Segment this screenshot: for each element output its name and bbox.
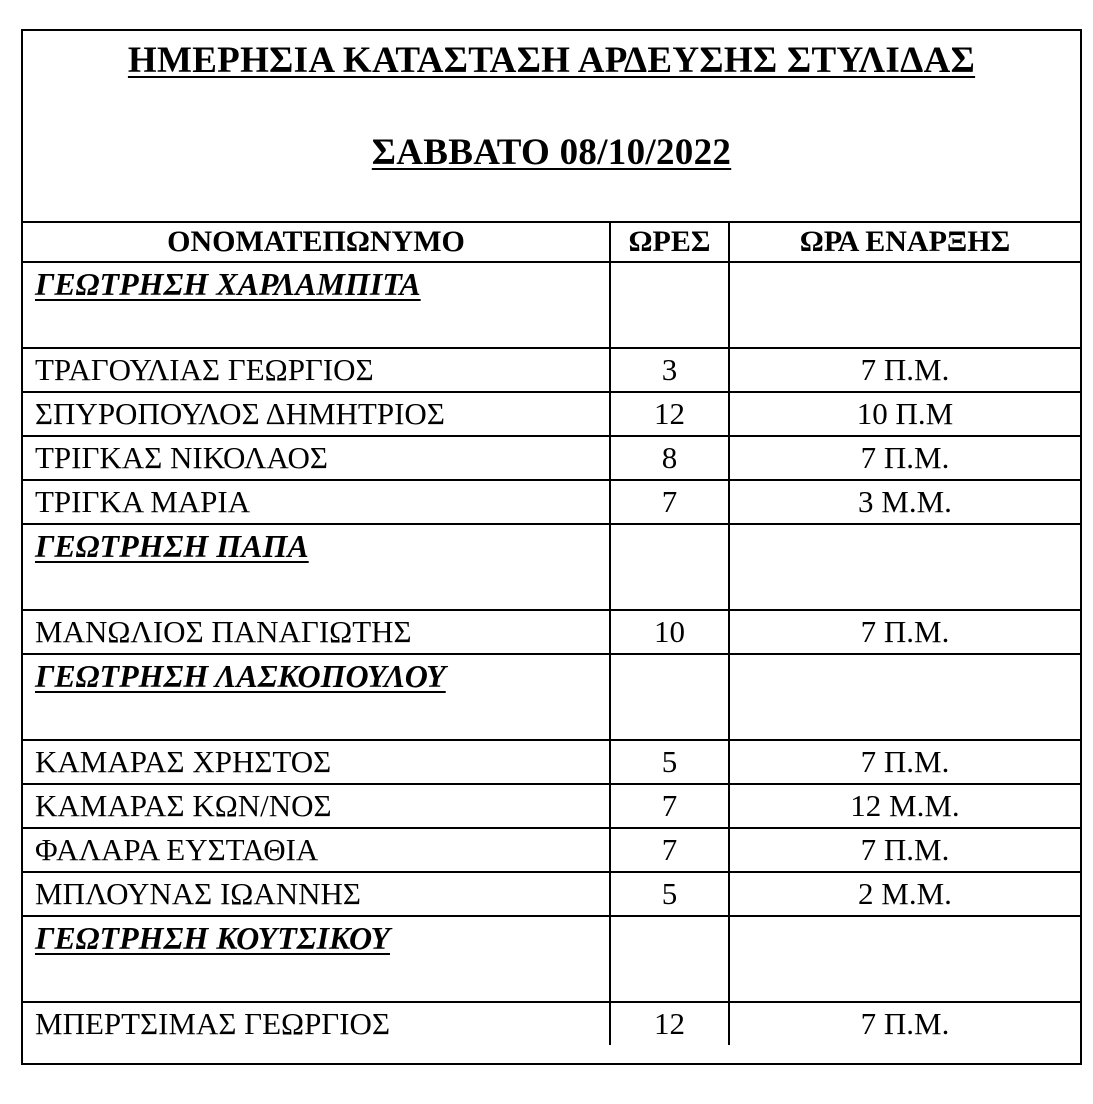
table-row bbox=[23, 872, 1080, 916]
hours-value: 10 bbox=[610, 610, 729, 654]
table-row bbox=[23, 1002, 1080, 1045]
person-name: ΜΑΝΩΛΙΟΣ ΠΑΝΑΓΙΩΤΗΣ bbox=[23, 610, 610, 654]
table-header-row bbox=[23, 223, 1080, 262]
hours-value: 7 bbox=[610, 480, 729, 524]
hours-value: 7 bbox=[610, 784, 729, 828]
irrigation-table bbox=[23, 223, 1080, 1045]
start-time-value: 12 Μ.Μ. bbox=[729, 784, 1080, 828]
start-time-value: 7 Π.Μ. bbox=[729, 740, 1080, 784]
person-name: ΤΡΙΓΚΑΣ ΝΙΚΟΛΑΟΣ bbox=[23, 436, 610, 480]
section-empty-cell bbox=[729, 262, 1080, 348]
document-title: ΗΜΕΡΗΣΙΑ ΚΑΤΑΣΤΑΣΗ ΑΡΔΕΥΣΗΣ ΣΤΥΛΙΔΑΣ bbox=[127, 40, 976, 81]
table-row bbox=[23, 480, 1080, 524]
person-name: ΚΑΜΑΡΑΣ ΧΡΗΣΤΟΣ bbox=[23, 740, 610, 784]
start-time-value: 3 Μ.Μ. bbox=[729, 480, 1080, 524]
person-name: ΜΠΛΟΥΝΑΣ ΙΩΑΝΝΗΣ bbox=[23, 872, 610, 916]
table-row bbox=[23, 392, 1080, 436]
hours-value: 8 bbox=[610, 436, 729, 480]
table-row bbox=[23, 828, 1080, 872]
start-time-value: 7 Π.Μ. bbox=[729, 1002, 1080, 1045]
table-row bbox=[23, 348, 1080, 392]
section-empty-cell bbox=[610, 524, 729, 610]
table-row bbox=[23, 610, 1080, 654]
section-name: ΓΕΩΤΡΗΣΗ ΛΑΣΚΟΠΟΥΛΟΥ bbox=[23, 654, 610, 740]
document-header bbox=[23, 31, 1080, 223]
document-date: ΣΑΒΒΑΤΟ 08/10/2022 bbox=[371, 132, 732, 173]
person-name: ΣΠΥΡΟΠΟΥΛΟΣ ΔΗΜΗΤΡΙΟΣ bbox=[23, 392, 610, 436]
person-name: ΦΑΛΑΡΑ ΕΥΣΤΑΘΙΑ bbox=[23, 828, 610, 872]
section-empty-cell bbox=[729, 916, 1080, 1002]
section-row bbox=[23, 524, 1080, 610]
start-time-value: 7 Π.Μ. bbox=[729, 828, 1080, 872]
table-row bbox=[23, 784, 1080, 828]
column-header-hours: ΩΡΕΣ bbox=[610, 223, 729, 262]
hours-value: 12 bbox=[610, 392, 729, 436]
person-name: ΤΡΑΓΟΥΛΙΑΣ ΓΕΩΡΓΙΟΣ bbox=[23, 348, 610, 392]
section-empty-cell bbox=[729, 654, 1080, 740]
start-time-value: 2 Μ.Μ. bbox=[729, 872, 1080, 916]
person-name: ΜΠΕΡΤΣΙΜΑΣ ΓΕΩΡΓΙΟΣ bbox=[23, 1002, 610, 1045]
hours-value: 5 bbox=[610, 740, 729, 784]
section-name: ΓΕΩΤΡΗΣΗ ΧΑΡΛΑΜΠΙΤΑ bbox=[23, 262, 610, 348]
start-time-value: 7 Π.Μ. bbox=[729, 610, 1080, 654]
section-name: ΓΕΩΤΡΗΣΗ ΠΑΠΑ bbox=[23, 524, 610, 610]
table-row bbox=[23, 436, 1080, 480]
start-time-value: 7 Π.Μ. bbox=[729, 348, 1080, 392]
document-frame bbox=[21, 29, 1082, 1065]
section-row bbox=[23, 654, 1080, 740]
section-empty-cell bbox=[610, 654, 729, 740]
section-name: ΓΕΩΤΡΗΣΗ ΚΟΥΤΣΙΚΟΥ bbox=[23, 916, 610, 1002]
hours-value: 5 bbox=[610, 872, 729, 916]
hours-value: 3 bbox=[610, 348, 729, 392]
person-name: ΚΑΜΑΡΑΣ ΚΩΝ/ΝΟΣ bbox=[23, 784, 610, 828]
section-row bbox=[23, 262, 1080, 348]
column-header-name: ΟΝΟΜΑΤΕΠΩΝΥΜΟ bbox=[23, 223, 610, 262]
section-empty-cell bbox=[610, 262, 729, 348]
section-empty-cell bbox=[610, 916, 729, 1002]
hours-value: 12 bbox=[610, 1002, 729, 1045]
column-header-start: ΩΡΑ ΕΝΑΡΞΗΣ bbox=[729, 223, 1080, 262]
person-name: ΤΡΙΓΚΑ ΜΑΡΙΑ bbox=[23, 480, 610, 524]
start-time-value: 7 Π.Μ. bbox=[729, 436, 1080, 480]
table-row bbox=[23, 740, 1080, 784]
section-empty-cell bbox=[729, 524, 1080, 610]
section-row bbox=[23, 916, 1080, 1002]
hours-value: 7 bbox=[610, 828, 729, 872]
start-time-value: 10 Π.Μ bbox=[729, 392, 1080, 436]
